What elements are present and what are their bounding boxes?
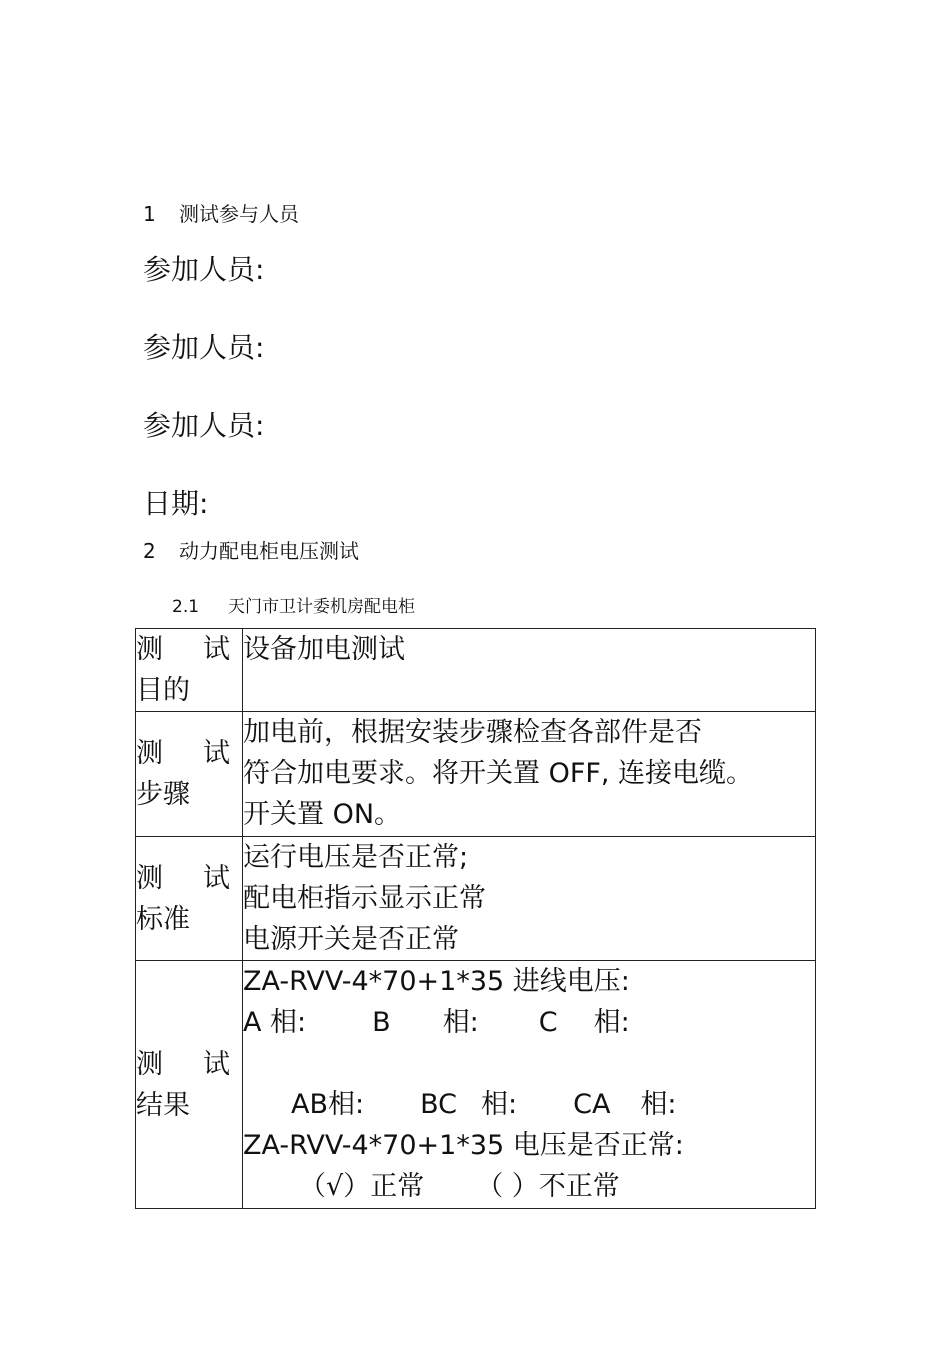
phase-bc-label: 相: xyxy=(481,1089,518,1120)
phase-b-label: 相: xyxy=(442,1007,479,1038)
table-row-steps xyxy=(136,712,816,837)
section-title: 动力配电柜电压测试 xyxy=(179,539,359,563)
line-voltage-row xyxy=(243,1084,815,1125)
option-normal: （√）正常 xyxy=(299,1171,425,1202)
section-2-1-heading xyxy=(172,592,415,617)
phase-voltage-row xyxy=(243,1002,815,1043)
label-char: 测 xyxy=(136,862,163,894)
phase-ab-label: AB相: xyxy=(291,1089,365,1120)
label-text: 步骤 xyxy=(136,779,190,810)
label-char: 测 xyxy=(136,1048,163,1080)
subsection-number: 2.1 xyxy=(172,597,200,617)
table-row-results xyxy=(136,961,816,1209)
voltage-normal-question: ZA-RVV-4*70+1*35 电压是否正常: xyxy=(243,1130,684,1161)
phase-ca-letters: CA xyxy=(573,1089,611,1120)
section-title: 测试参与人员 xyxy=(179,202,299,226)
label-char: 试 xyxy=(203,862,230,894)
criteria-line-1: 运行电压是否正常; xyxy=(243,842,469,873)
label-char: 测 xyxy=(136,738,163,769)
steps-line-2: 符合加电要求。将开关置 OFF, 连接电缆。 xyxy=(243,758,754,789)
criteria-line-3: 电源开关是否正常 xyxy=(243,924,459,955)
label-text: 标准 xyxy=(136,903,190,935)
section-number: 2 xyxy=(143,539,156,563)
results-content xyxy=(243,961,816,1209)
table-row-criteria xyxy=(136,837,816,961)
phase-ca-label: 相: xyxy=(640,1089,677,1120)
label-char: 测 xyxy=(136,634,163,665)
participant-field-1: 参加人员: xyxy=(143,253,265,286)
purpose-content xyxy=(243,629,816,712)
steps-line-3: 开关置 ON。 xyxy=(243,799,402,830)
results-label xyxy=(136,961,243,1209)
option-abnormal: （ ）不正常 xyxy=(476,1171,620,1202)
phase-bc-letters: BC xyxy=(420,1089,457,1120)
result-options xyxy=(243,1166,815,1207)
blank-line xyxy=(243,1043,815,1084)
table-row-purpose xyxy=(136,629,816,712)
phase-c-letter: C xyxy=(538,1007,558,1038)
phase-c-label: 相: xyxy=(593,1007,630,1038)
purpose-label xyxy=(136,629,243,712)
criteria-label xyxy=(136,837,243,961)
incoming-voltage-label: ZA-RVV-4*70+1*35 进线电压: xyxy=(243,966,630,997)
subsection-title: 天门市卫计委机房配电柜 xyxy=(228,597,415,617)
phase-b-letter: B xyxy=(372,1007,391,1038)
section-2-heading xyxy=(143,535,359,564)
criteria-line-2: 配电柜指示显示正常 xyxy=(243,883,486,914)
steps-content xyxy=(243,712,816,837)
label-text: 目的 xyxy=(136,675,190,706)
participant-field-2: 参加人员: xyxy=(143,331,265,364)
label-char: 试 xyxy=(203,1048,230,1080)
date-field: 日期: xyxy=(143,487,209,520)
section-1-heading xyxy=(143,198,299,227)
label-char: 试 xyxy=(203,634,230,665)
steps-label xyxy=(136,712,243,837)
voltage-test-table xyxy=(135,628,816,1209)
section-number: 1 xyxy=(143,202,156,226)
label-text: 结果 xyxy=(136,1089,190,1121)
steps-line-1: 加电前，根据安装步骤检查各部件是否 xyxy=(243,717,702,748)
phase-a-label: A 相: xyxy=(243,1007,307,1038)
criteria-content xyxy=(243,837,816,961)
purpose-text: 设备加电测试 xyxy=(243,634,405,665)
label-char: 试 xyxy=(203,738,230,769)
participant-field-3: 参加人员: xyxy=(143,409,265,442)
